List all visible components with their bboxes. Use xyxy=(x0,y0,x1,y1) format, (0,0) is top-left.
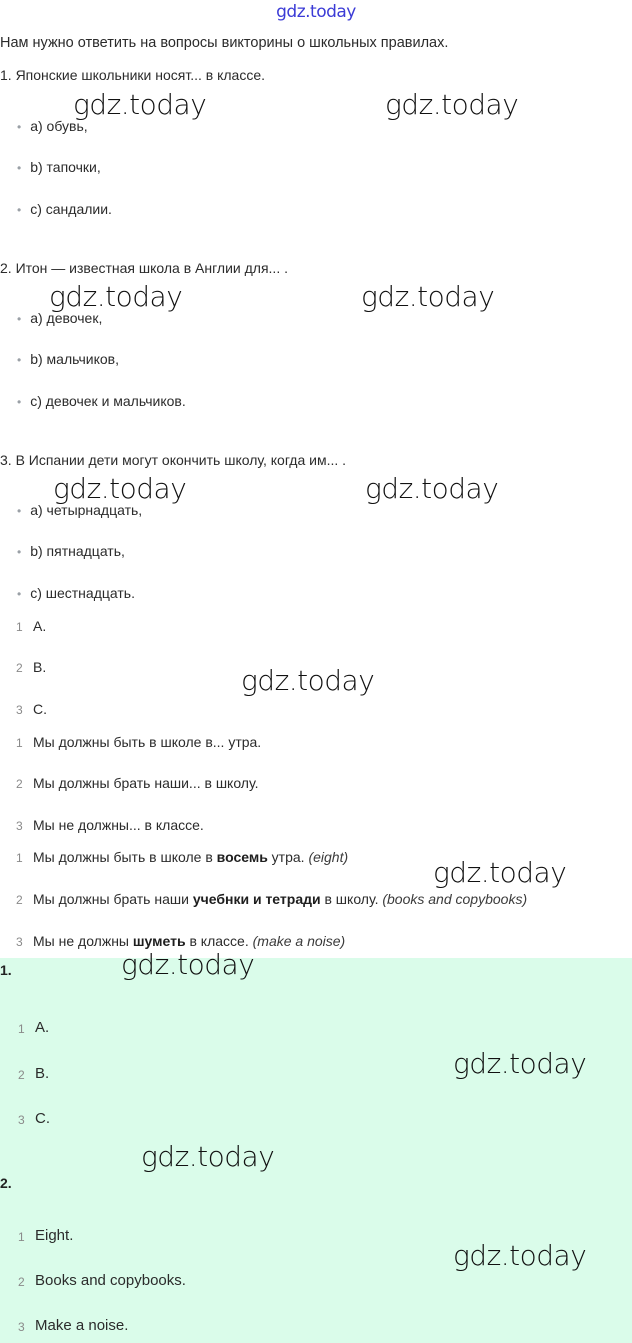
watermark: gdz.today xyxy=(453,1047,587,1080)
rule-2: Мы должны брать наши... в школу. xyxy=(33,775,259,791)
answer-2-1: Eight. xyxy=(35,1227,74,1244)
bullet-icon: • xyxy=(17,545,22,559)
answer-1-2: B. xyxy=(35,1065,50,1082)
watermark: gdz.today xyxy=(121,948,255,981)
list-number: 1 xyxy=(16,620,23,634)
question-3-option-c: • c) шестнадцать. xyxy=(17,585,135,601)
filled-rule-1: Мы должны быть в школе в восемь утра. (eight) xyxy=(33,849,349,865)
intro-text: Нам нужно ответить на вопросы викторины о школьных правилах. xyxy=(0,35,449,51)
bullet-icon: • xyxy=(17,203,22,217)
watermark: gdz.today xyxy=(241,664,375,697)
question-3: 3. В Испании дети могут окончить школу, когда им... . xyxy=(0,452,347,468)
list-number: 2 xyxy=(18,1275,25,1289)
answer-1-1: A. xyxy=(35,1019,50,1036)
bullet-icon: • xyxy=(17,120,22,134)
question-2-option-b: • b) мальчиков, xyxy=(17,351,119,367)
rule-1: Мы должны быть в школе в... утра. xyxy=(33,734,262,750)
answer-1-3: C. xyxy=(35,1110,50,1127)
question-2-option-a: • a) девочек, xyxy=(17,310,103,326)
list-number: 1 xyxy=(18,1022,25,1036)
watermark: gdz.today xyxy=(433,856,567,889)
watermark: gdz.today xyxy=(53,472,187,505)
list-number: 3 xyxy=(16,703,23,717)
bullet-icon: • xyxy=(17,312,22,326)
question-2-option-c: • c) девочек и мальчиков. xyxy=(17,393,186,409)
list-number: 1 xyxy=(16,851,23,865)
watermark: gdz.today xyxy=(365,472,499,505)
question-3-option-a: • a) четырнадцать, xyxy=(17,502,143,518)
list-number: 3 xyxy=(18,1320,25,1334)
answer-2-2: Books and copybooks. xyxy=(35,1272,186,1289)
quiz-answer-1: A. xyxy=(33,618,47,634)
bullet-icon: • xyxy=(17,587,22,601)
bullet-icon: • xyxy=(17,161,22,175)
list-number: 2 xyxy=(16,893,23,907)
answer-2-3: Make a noise. xyxy=(35,1317,129,1334)
question-1-option-c: • c) сандалии. xyxy=(17,201,112,217)
list-number: 3 xyxy=(18,1113,25,1127)
list-number: 3 xyxy=(16,935,23,949)
bullet-icon: • xyxy=(17,504,22,518)
watermark: gdz.today xyxy=(49,280,183,313)
list-number: 2 xyxy=(18,1068,25,1082)
question-1-option-b: • b) тапочки, xyxy=(17,159,101,175)
watermark: gdz.today xyxy=(453,1239,587,1272)
question-1-option-a: • a) обувь, xyxy=(17,118,88,134)
filled-rule-2: Мы должны брать наши учебнки и тетради в школу. (books and copybooks) xyxy=(33,891,528,907)
watermark: gdz.today xyxy=(361,280,495,313)
question-2: 2. Итон — известная школа в Англии для... . xyxy=(0,260,288,276)
quiz-answer-3: C. xyxy=(33,701,47,717)
list-number: 2 xyxy=(16,777,23,791)
bullet-icon: • xyxy=(17,395,22,409)
answer-section-1-label: 1. xyxy=(0,962,12,978)
list-number: 1 xyxy=(16,736,23,750)
watermark: gdz.today xyxy=(73,88,207,121)
question-3-option-b: • b) пятнадцать, xyxy=(17,543,125,559)
rule-3: Мы не должны... в классе. xyxy=(33,817,204,833)
filled-rule-3: Мы не должны шуметь в классе. (make a noise) xyxy=(33,933,346,949)
list-number: 2 xyxy=(16,661,23,675)
watermark: gdz.today xyxy=(385,88,519,121)
site-logo[interactable]: gdz.today xyxy=(276,2,356,22)
list-number: 3 xyxy=(16,819,23,833)
watermark: gdz.today xyxy=(141,1140,275,1173)
list-number: 1 xyxy=(18,1230,25,1244)
quiz-answer-2: B. xyxy=(33,659,47,675)
question-1: 1. Японские школьники носят... в классе. xyxy=(0,67,265,83)
answer-section-2-label: 2. xyxy=(0,1175,12,1191)
bullet-icon: • xyxy=(17,353,22,367)
